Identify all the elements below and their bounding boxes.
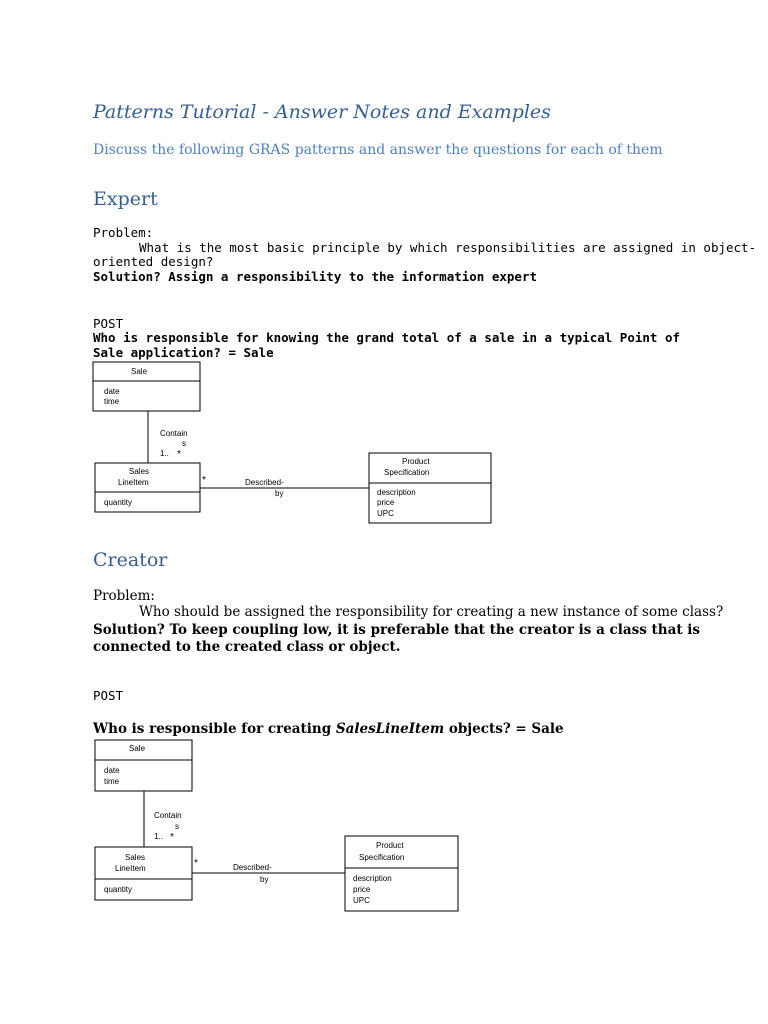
described-by-label-by: by — [275, 489, 284, 498]
creator-heading: Creator — [93, 549, 168, 571]
productspec-attr-upc: UPC — [377, 509, 394, 518]
sale-attr-date: date — [104, 387, 120, 396]
creator-problem-line1: Who should be assigned the responsibility for creating a new instance of some class? — [139, 604, 724, 620]
sale-attr-date-2: date — [104, 766, 120, 775]
expert-post: POST — [93, 316, 124, 331]
multiplicity-star-left: * — [202, 475, 206, 486]
productspec-attr-upc-2: UPC — [353, 896, 370, 905]
expert-question-line2: Sale application? = Sale — [93, 345, 274, 360]
salelineitem-name-line2-2: LineItem — [115, 864, 146, 873]
uml-diagram-creator — [95, 740, 458, 911]
productspec-name-line2: Specification — [384, 468, 430, 477]
sale-attr-time: time — [104, 397, 120, 406]
multiplicity-star-top: * — [177, 449, 181, 460]
page-subtitle: Discuss the following GRAS patterns and answer the questions for each of them — [93, 142, 663, 158]
uml-diagram-expert — [93, 362, 491, 523]
multiplicity-one-2: 1.. — [154, 832, 163, 841]
contains-label-s-2: s — [175, 822, 179, 831]
expert-problem-label: Problem: — [93, 225, 154, 240]
salelineitem-attr-quantity-2: quantity — [104, 885, 133, 894]
productspec-attr-description-2: description — [353, 874, 392, 883]
productspec-attr-price: price — [377, 498, 395, 507]
expert-solution: Solution? Assign a responsibility to the information expert — [93, 269, 538, 284]
described-by-label-by-2: by — [260, 875, 269, 884]
creator-solution-line1: Solution? To keep coupling low, it is preferable that the creator is a class that is — [93, 622, 700, 638]
salelineitem-name-line2: LineItem — [118, 478, 149, 487]
productspec-name-line2-2: Specification — [359, 853, 405, 862]
sale-attr-time-2: time — [104, 777, 120, 786]
creator-solution-line2: connected to the created class or object. — [93, 639, 401, 655]
expert-heading: Expert — [93, 188, 158, 210]
contains-label-s: s — [182, 439, 186, 448]
expert-question-line1: Who is responsible for knowing the grand total of a sale in a typical Point of — [93, 330, 680, 345]
described-by-label: Described- — [245, 478, 284, 487]
contains-label-2: Contain — [154, 811, 182, 820]
creator-question-italic: SalesLineItem — [335, 721, 445, 737]
multiplicity-star-left-2: * — [194, 858, 198, 869]
productspec-attr-description: description — [377, 488, 416, 497]
sale-class-name: Sale — [131, 367, 148, 376]
creator-question-prefix: Who is responsible for creating — [93, 721, 336, 737]
sale-class-name-2: Sale — [129, 744, 146, 753]
salelineitem-name-line1: Sales — [129, 467, 150, 476]
expert-problem-line2: oriented design? — [93, 254, 214, 269]
productspec-attr-price-2: price — [353, 885, 371, 894]
contains-label: Contain — [160, 429, 188, 438]
productspec-name-line1: Product — [402, 457, 430, 466]
multiplicity-star-top-2: * — [170, 832, 174, 843]
expert-problem-line1: What is the most basic principle by which responsibilities are assigned in object- — [139, 240, 757, 255]
creator-post: POST — [93, 688, 124, 703]
salelineitem-attr-quantity: quantity — [104, 498, 133, 507]
salelineitem-name-line1-2: Sales — [125, 853, 146, 862]
page-title: Patterns Tutorial - Answer Notes and Examples — [93, 101, 551, 123]
creator-problem-label: Problem: — [93, 588, 155, 604]
described-by-label-2: Described- — [233, 863, 272, 872]
multiplicity-one: 1.. — [160, 449, 169, 458]
creator-question-suffix: objects? = Sale — [444, 721, 564, 737]
productspec-name-line1-2: Product — [376, 841, 404, 850]
